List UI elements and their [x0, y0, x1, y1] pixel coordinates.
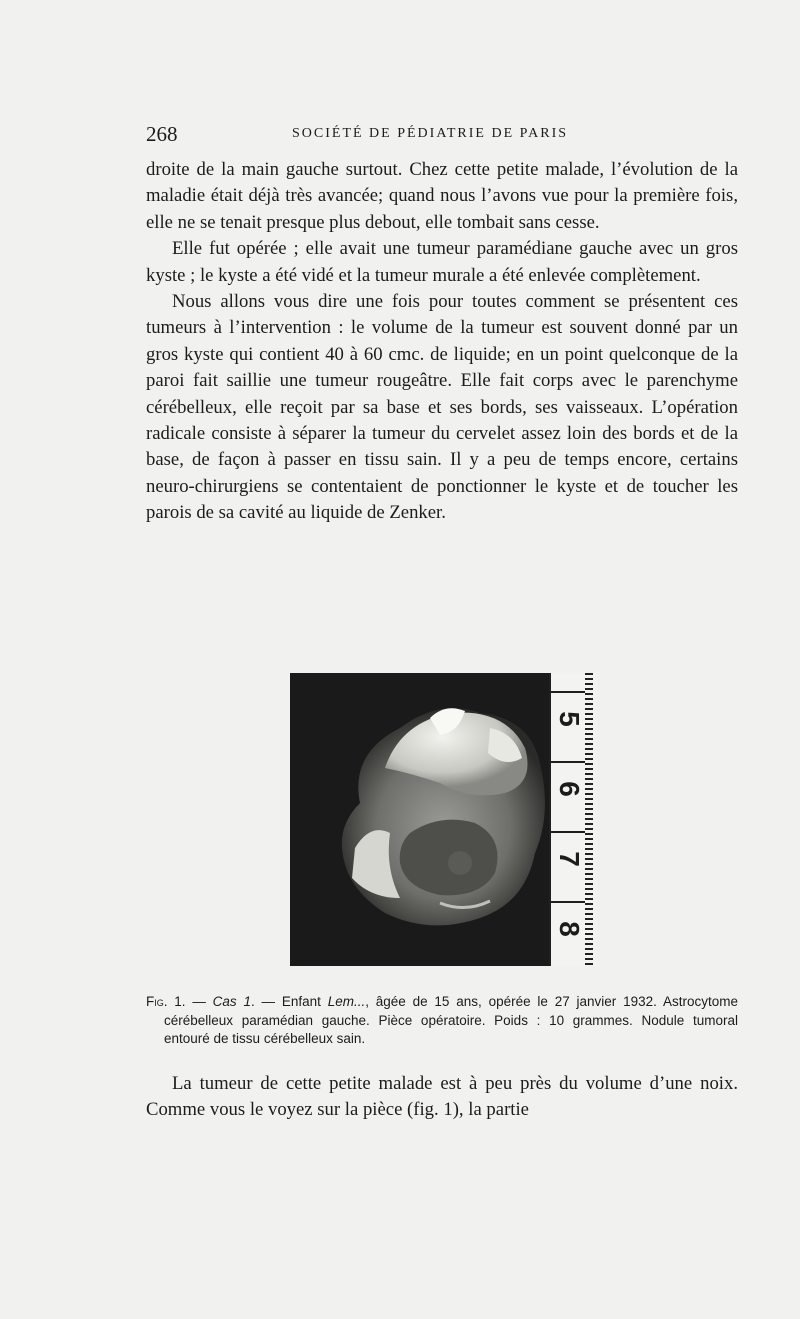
- ruler-number: 5: [554, 711, 585, 727]
- ruler-cm-line: [551, 831, 585, 833]
- paragraph: Elle fut opérée ; elle avait une tumeur paramédiane gauche avec un gros kyste ; le kyste a été vidé et la tumeur murale a été enlevée complètement.: [146, 238, 738, 286]
- paragraph: Nous allons vous dire une fois pour toutes comment se présentent ces tumeurs à l’intervention : le volume de la tumeur est souvent donné par un gros kyste qui contient 40 à 60 cmc. de liquide; en un point quelconque de la paroi fait saillie une tumeur rougeâtre. Elle fait corps avec le parenchyme cérébelleux, elle reçoit par sa base et ses bords, ses vaisseaux. L’opération radicale consiste à séparer la tumeur du cervelet assez loin des bords et de la base, de façon à passer en tissu sain. Il y a peu de temps encore, certains neuro-chirurgiens se contentaient de ponctionner le kyste et de toucher les parois de sa cavité au liquide de Zenker.: [146, 291, 738, 524]
- body-text-top: [146, 157, 738, 527]
- ruler-number: 6: [554, 781, 585, 797]
- running-title: SOCIÉTÉ DE PÉDIATRIE DE PARIS: [292, 126, 569, 141]
- ruler-millimeter-ticks: [585, 673, 593, 966]
- ruler-cm-line: [551, 901, 585, 903]
- ruler-cm-line: [551, 691, 585, 693]
- caption-dash-child: . — Enfant: [251, 994, 328, 1009]
- caption-dash: —: [185, 994, 213, 1009]
- ruler-number: 8: [554, 921, 585, 937]
- ruler-cm-line: [551, 761, 585, 763]
- caption-text: , âgée de 15 ans, opérée le 27 janvier 1932. Astrocytome cérébelleux paramédian gauche. Pièce opératoire. Poids : 10 grammes. Nodule tumoral entouré de tissu cérébelleux sain.: [164, 994, 738, 1046]
- ruler-number: 7: [554, 851, 585, 867]
- figure-caption: [146, 993, 738, 1049]
- figure-label: Fig. 1.: [146, 994, 186, 1009]
- paragraph: La tumeur de cette petite malade est à peu près du volume d’une noix. Comme vous le voyez sur la pièce (fig. 1), la partie: [146, 1073, 738, 1121]
- page-number: 268: [146, 122, 178, 146]
- measuring-ruler: [549, 673, 597, 966]
- caption-case: Cas 1: [212, 994, 251, 1009]
- paragraph-continued: droite de la main gauche surtout. Chez cette petite malade, l’évolution de la maladie était déjà très avancée; quand nous l’avons vue pour la première fois, elle ne se tenait presque plus debout, elle tombait sans cesse.: [146, 159, 738, 233]
- page-header: [146, 122, 736, 146]
- body-text-bottom: [146, 1071, 738, 1124]
- caption-patient: Lem...: [327, 994, 366, 1009]
